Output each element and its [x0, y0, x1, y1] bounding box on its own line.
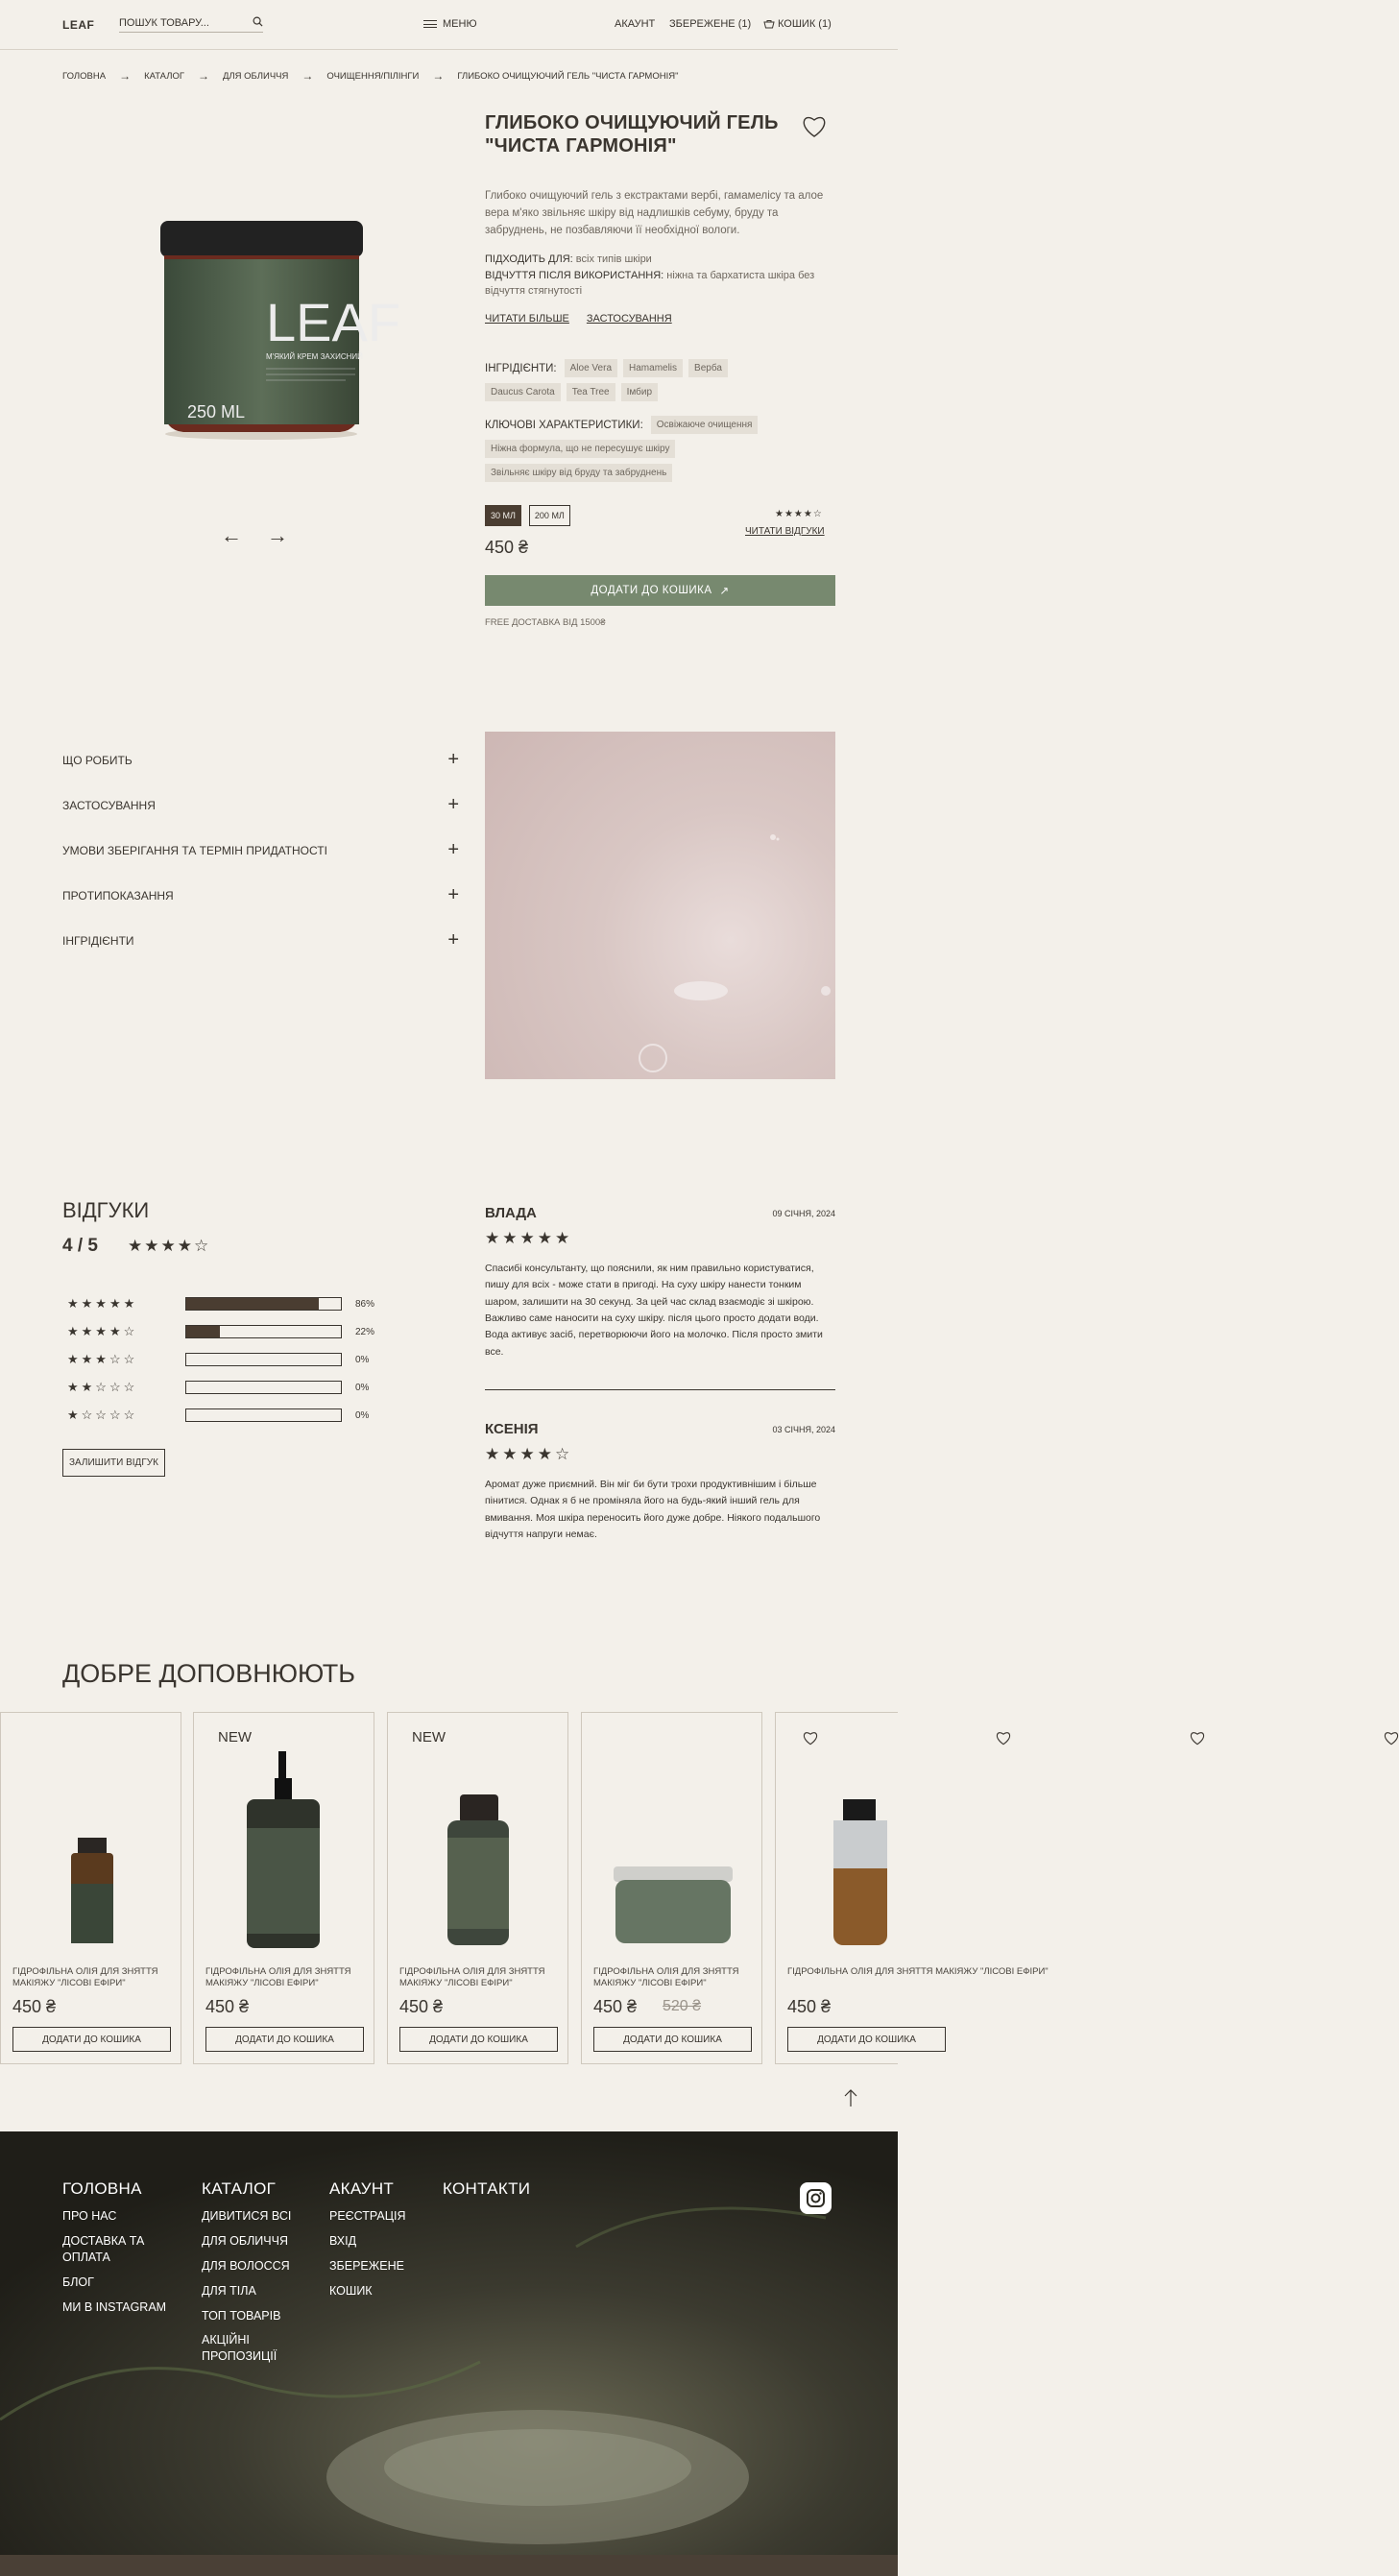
leave-review-button[interactable]: ЗАЛИШИТИ ВІДГУК: [62, 1449, 165, 1477]
instagram-icon[interactable]: [800, 2182, 832, 2214]
menu-label: МЕНЮ: [443, 18, 477, 30]
account-link[interactable]: АКАУНТ: [615, 18, 656, 30]
review-date: 09 СІЧНЯ, 2024: [772, 1209, 835, 1218]
breadcrumb-item[interactable]: КАТАЛОГ: [144, 70, 184, 82]
footer-link[interactable]: ДЛЯ ОБЛИЧЧЯ: [202, 2233, 288, 2248]
rating-bar-row: [67, 1408, 369, 1423]
rating-stars: ★★★★☆: [775, 509, 823, 519]
product-description: Глибоко очищуючий гель з екстрактами вербі, гамамелісу та алое вера м'яко звільняє шкіру від надлишків себуму, бруду та забруднень, не позбавляючи її необхідної вологи.: [485, 190, 824, 236]
product-card-add-button[interactable]: ДОДАТИ ДО КОШИКА: [593, 2027, 752, 2052]
footer-col-title[interactable]: АКАУНТ: [329, 2179, 395, 2198]
menu-button[interactable]: [423, 18, 477, 30]
product-card-image: [776, 1761, 899, 1953]
product-card-image: [1, 1761, 182, 1953]
product-card-image: [388, 1761, 569, 1953]
footer-link[interactable]: КОШИК: [329, 2283, 373, 2298]
rating-bar-stars: ★★☆☆☆: [67, 1380, 138, 1394]
product-card-add-button[interactable]: ДОДАТИ ДО КОШИКА: [787, 2027, 946, 2052]
read-reviews-link[interactable]: ЧИТАТИ ВІДГУКИ: [745, 526, 825, 537]
feel-value: ніжна та бархатиста шкіра без відчуття стягнутості: [485, 269, 815, 297]
rating-bar-row: [67, 1296, 374, 1312]
ingredient-tag: Aloe Vera: [565, 359, 617, 377]
reviews-title: ВІДГУКИ: [62, 1198, 150, 1222]
rating-bar-stars: ★★★★☆: [67, 1324, 138, 1338]
feature-tag: Звільняє шкіру від бруду та забруднень: [485, 464, 672, 482]
rating-bar-pct: 0%: [355, 1382, 370, 1393]
saved-link[interactable]: ЗБЕРЕЖЕНЕ (1): [669, 18, 752, 30]
reviews-score: 4 / 5: [62, 1236, 98, 1256]
jar-subtitle: М'ЯКИЙ КРЕМ ЗАХИСНИЙ: [266, 352, 363, 361]
next-image-arrow-icon[interactable]: →: [267, 523, 288, 547]
read-more-link[interactable]: ЧИТАТИ БІЛЬШЕ: [485, 313, 569, 325]
product-card[interactable]: [581, 1712, 762, 2064]
product-meta: [485, 252, 835, 300]
rating-bar-track: [185, 1297, 342, 1311]
feel-label: ВІДЧУТТЯ ПІСЛЯ ВИКОРИСТАННЯ:: [485, 269, 664, 281]
footer-link[interactable]: МИ В INSTAGRAM: [62, 2299, 167, 2314]
ingredient-tag: Імбир: [621, 383, 658, 401]
product-card-name: ГІДРОФІЛЬНА ОЛІЯ ДЛЯ ЗНЯТТЯ МАКІЯЖУ "ЛІСОВІ ЕФІРИ": [787, 1966, 1049, 1977]
breadcrumb: [62, 69, 678, 83]
accordion-item[interactable]: [62, 873, 459, 918]
footer-col-account: [329, 2179, 406, 2308]
logo[interactable]: LEAF: [62, 18, 95, 32]
accordion-item[interactable]: [62, 737, 459, 782]
feature-tag: Ніжна формула, що не пересушує шкіру: [485, 440, 675, 458]
volume-option-selected[interactable]: 30 МЛ: [485, 505, 521, 526]
product-title: ГЛИБОКО ОЧИЩУЮЧИЙ ГЕЛЬ "ЧИСТА ГАРМОНІЯ": [485, 112, 779, 156]
cart-icon: [763, 19, 775, 29]
heart-icon[interactable]: [1190, 1731, 1205, 1745]
heart-icon[interactable]: [802, 115, 827, 138]
ingredient-tag: Daucus Carota: [485, 383, 561, 401]
product-image: [158, 221, 401, 442]
footer-link[interactable]: ТОП ТОВАРІВ: [202, 2308, 281, 2323]
rating-bar-track: [185, 1381, 342, 1394]
new-badge: NEW: [412, 1729, 446, 1745]
usage-link[interactable]: ЗАСТОСУВАННЯ: [586, 313, 672, 325]
product-card-price: 450 ₴: [205, 1997, 250, 2016]
search-icon[interactable]: [253, 16, 263, 27]
product-card-price: 450 ₴: [787, 1997, 832, 2016]
footer-link[interactable]: ПРО НАС: [62, 2209, 117, 2223]
breadcrumb-item[interactable]: ГОЛОВНА: [62, 70, 107, 82]
product-card-name: ГІДРОФІЛЬНА ОЛІЯ ДЛЯ ЗНЯТТЯ МАКІЯЖУ "ЛІСОВІ ЕФІРИ": [12, 1966, 158, 1988]
suits-label: ПІДХОДИТЬ ДЛЯ:: [485, 253, 573, 265]
features-row: [485, 416, 802, 482]
heart-icon[interactable]: [1384, 1731, 1399, 1745]
suits-value: всіх типів шкіри: [575, 253, 652, 265]
footer-link[interactable]: ЗБЕРЕЖЕНЕ: [329, 2258, 405, 2273]
footer-col-home: [62, 2179, 178, 2323]
volume-option[interactable]: 200 МЛ: [529, 505, 570, 526]
review-author: КСЕНІЯ: [485, 1421, 539, 1437]
plus-icon: +: [447, 884, 459, 905]
search-box: [119, 13, 263, 33]
add-to-cart-button[interactable]: [485, 575, 835, 606]
hamburger-icon: [423, 20, 437, 28]
ingredient-tag: Верба: [688, 359, 728, 377]
feature-tag: Освіжаюче очищення: [651, 416, 759, 434]
review-date: 03 СІЧНЯ, 2024: [772, 1425, 835, 1434]
arrow-right-icon: →: [432, 69, 445, 83]
accordion-label: ІНГРІДІЄНТИ: [62, 933, 134, 948]
rating-bar-stars: ★★★☆☆: [67, 1352, 138, 1366]
footer-link[interactable]: ДОСТАВКА ТА ОПЛАТА: [62, 2233, 145, 2264]
jar-brand: LEAF: [266, 292, 401, 352]
breadcrumb-item[interactable]: ОЧИЩЕННЯ/ПІЛІНГИ: [326, 70, 420, 82]
footer-link[interactable]: ВХІД: [329, 2233, 357, 2248]
footer-bottom-bar: [0, 2555, 898, 2576]
rating-bar-track: [185, 1353, 342, 1366]
accordion-item[interactable]: [62, 782, 459, 828]
arrow-right-icon: →: [119, 69, 132, 83]
rating-bar-fill: [186, 1326, 220, 1337]
review-text: Аромат дуже приємний. Він міг би бути трохи продуктивнішим і більше пінитися. Однак я б не проміняла його на будь-який інший гель для вмивання. Моя шкіра переносить його дуже добре. Ніякого подальшого відчуття напруги немає.: [485, 1479, 821, 1540]
rating-bar-pct: 86%: [355, 1298, 375, 1310]
rating-bar-track: [185, 1325, 342, 1338]
product-card-price: 450 ₴: [399, 1997, 444, 2016]
product-card[interactable]: [0, 1712, 181, 2064]
product-card-price: 450 ₴: [593, 1997, 638, 2016]
accordion-item[interactable]: [62, 918, 459, 963]
review-text: Спасибі консультанту, що пояснили, як ним правильно користуватися, пишу для всіх - може стати в пригоді. На суху шкіру нанести тонким шаром, залишити на 30 секунд. За цей час склад взаємодіє зі шкірою. Важливо саме наносити на суху шкіру. після цього просто додати води. Вода активує засіб, перетворюючи його на молочко. Після просто змити все.: [485, 1263, 823, 1358]
cart-link[interactable]: [763, 18, 832, 30]
volume-selector: [485, 505, 570, 526]
review-stars: ★★★★☆: [485, 1445, 573, 1463]
heart-icon[interactable]: [996, 1731, 1011, 1745]
search-input[interactable]: [119, 15, 244, 31]
reviews-score-stars: ★★★★☆: [128, 1237, 211, 1255]
product-card-add-button[interactable]: ДОДАТИ ДО КОШИКА: [399, 2027, 558, 2052]
new-badge: NEW: [218, 1729, 252, 1745]
breadcrumb-current: ГЛИБОКО ОЧИЩУЮЧИЙ ГЕЛЬ "ЧИСТА ГАРМОНІЯ": [457, 70, 679, 82]
footer-link[interactable]: АКЦІЙНІ ПРОПОЗИЦІЇ: [202, 2333, 277, 2364]
rating-bar-track: [185, 1408, 342, 1422]
rating-bar-stars: ★★★★★: [67, 1296, 138, 1311]
footer-link[interactable]: РЕЄСТРАЦІЯ: [329, 2209, 406, 2223]
product-links: [485, 313, 672, 325]
prev-image-arrow-icon[interactable]: ←: [221, 523, 242, 547]
add-to-cart-label: ДОДАТИ ДО КОШИКА: [591, 585, 712, 596]
footer-link[interactable]: ДЛЯ ВОЛОССЯ: [202, 2258, 290, 2273]
rating-bar-stars: ★☆☆☆☆: [67, 1408, 138, 1422]
product-card-image: [582, 1761, 763, 1953]
product-card[interactable]: [387, 1712, 568, 2064]
breadcrumb-item[interactable]: ДЛЯ ОБЛИЧЧЯ: [223, 70, 289, 82]
review-divider: [485, 1389, 835, 1390]
review-author: ВЛАДА: [485, 1205, 537, 1221]
arrow-right-icon: →: [198, 69, 209, 83]
plus-icon: +: [447, 749, 459, 770]
rating-bar-row: [67, 1380, 369, 1395]
footer-col-title[interactable]: КОНТАКТИ: [443, 2179, 531, 2198]
product-card-name: ГІДРОФІЛЬНА ОЛІЯ ДЛЯ ЗНЯТТЯ МАКІЯЖУ "ЛІСОВІ ЕФІРИ": [593, 1966, 739, 1988]
texture-image: [485, 732, 835, 1079]
rating-bar-pct: 0%: [355, 1409, 370, 1421]
plus-icon: +: [447, 839, 459, 860]
site-header: [0, 0, 898, 50]
product-card-name: ГІДРОФІЛЬНА ОЛІЯ ДЛЯ ЗНЯТТЯ МАКІЯЖУ "ЛІСОВІ ЕФІРИ": [399, 1966, 545, 1988]
product-card-image: [194, 1761, 375, 1953]
accordion-label: ЩО РОБИТЬ: [62, 753, 133, 767]
footer-col-catalog: [202, 2179, 298, 2373]
ingredients-row: [485, 359, 773, 401]
product-price: 450 ₴: [485, 538, 529, 557]
footer-link[interactable]: БЛОГ: [62, 2275, 94, 2289]
product-card-name: ГІДРОФІЛЬНА ОЛІЯ ДЛЯ ЗНЯТТЯ МАКІЯЖУ "ЛІСОВІ ЕФІРИ": [205, 1966, 351, 1988]
plus-icon: +: [447, 929, 459, 951]
footer-col-title[interactable]: ГОЛОВНА: [62, 2179, 142, 2198]
plus-icon: +: [447, 794, 459, 815]
product-card[interactable]: [775, 1712, 1049, 2064]
accordion-label: УМОВИ ЗБЕРІГАННЯ ТА ТЕРМІН ПРИДАТНОСТІ: [62, 843, 327, 857]
ingredient-tag: Hamamelis: [623, 359, 683, 377]
rating-bar-pct: 22%: [355, 1326, 375, 1337]
delivery-note: FREE ДОСТАВКА ВІД 1500₴: [485, 617, 606, 628]
arrow-right-icon: →: [302, 69, 314, 83]
ingredients-label: ІНГРІДІЄНТИ:: [485, 362, 557, 374]
product-card-add-button[interactable]: ДОДАТИ ДО КОШИКА: [205, 2027, 364, 2052]
cart-label: КОШИК (1): [778, 18, 832, 30]
rating-bar-fill: [186, 1298, 319, 1310]
footer-col-contacts: [443, 2179, 530, 2208]
recommendations-title: ДОБРЕ ДОПОВНЮЮТЬ: [62, 1659, 355, 1688]
footer-col-title[interactable]: КАТАЛОГ: [202, 2179, 277, 2198]
product-card-old-price: 520 ₴: [663, 1998, 702, 2014]
accordion-label: ПРОТИПОКАЗАННЯ: [62, 888, 174, 903]
product-card[interactable]: [193, 1712, 374, 2064]
texture-bubbles: [485, 732, 835, 1079]
scroll-to-top-icon[interactable]: [843, 2088, 858, 2112]
footer-link[interactable]: ДИВИТИСЯ ВСІ: [202, 2209, 292, 2223]
product-card-add-button[interactable]: ДОДАТИ ДО КОШИКА: [12, 2027, 171, 2052]
ingredient-tag: Tea Tree: [567, 383, 615, 401]
rating-bar-pct: 0%: [355, 1354, 370, 1365]
product-card-price: 450 ₴: [12, 1997, 57, 2016]
accordion-item[interactable]: [62, 828, 459, 873]
jar-volume: 250 ML: [187, 402, 246, 421]
site-footer: [0, 2131, 898, 2576]
rating-bar-row: [67, 1324, 374, 1339]
features-label: КЛЮЧОВІ ХАРАКТЕРИСТИКИ:: [485, 419, 643, 431]
rating-bar-row: [67, 1352, 369, 1367]
arrow-up-right-icon: ↗: [719, 586, 730, 597]
accordion-label: ЗАСТОСУВАННЯ: [62, 798, 156, 812]
footer-link[interactable]: ДЛЯ ТІЛА: [202, 2283, 256, 2298]
review-stars: ★★★★★: [485, 1229, 573, 1247]
